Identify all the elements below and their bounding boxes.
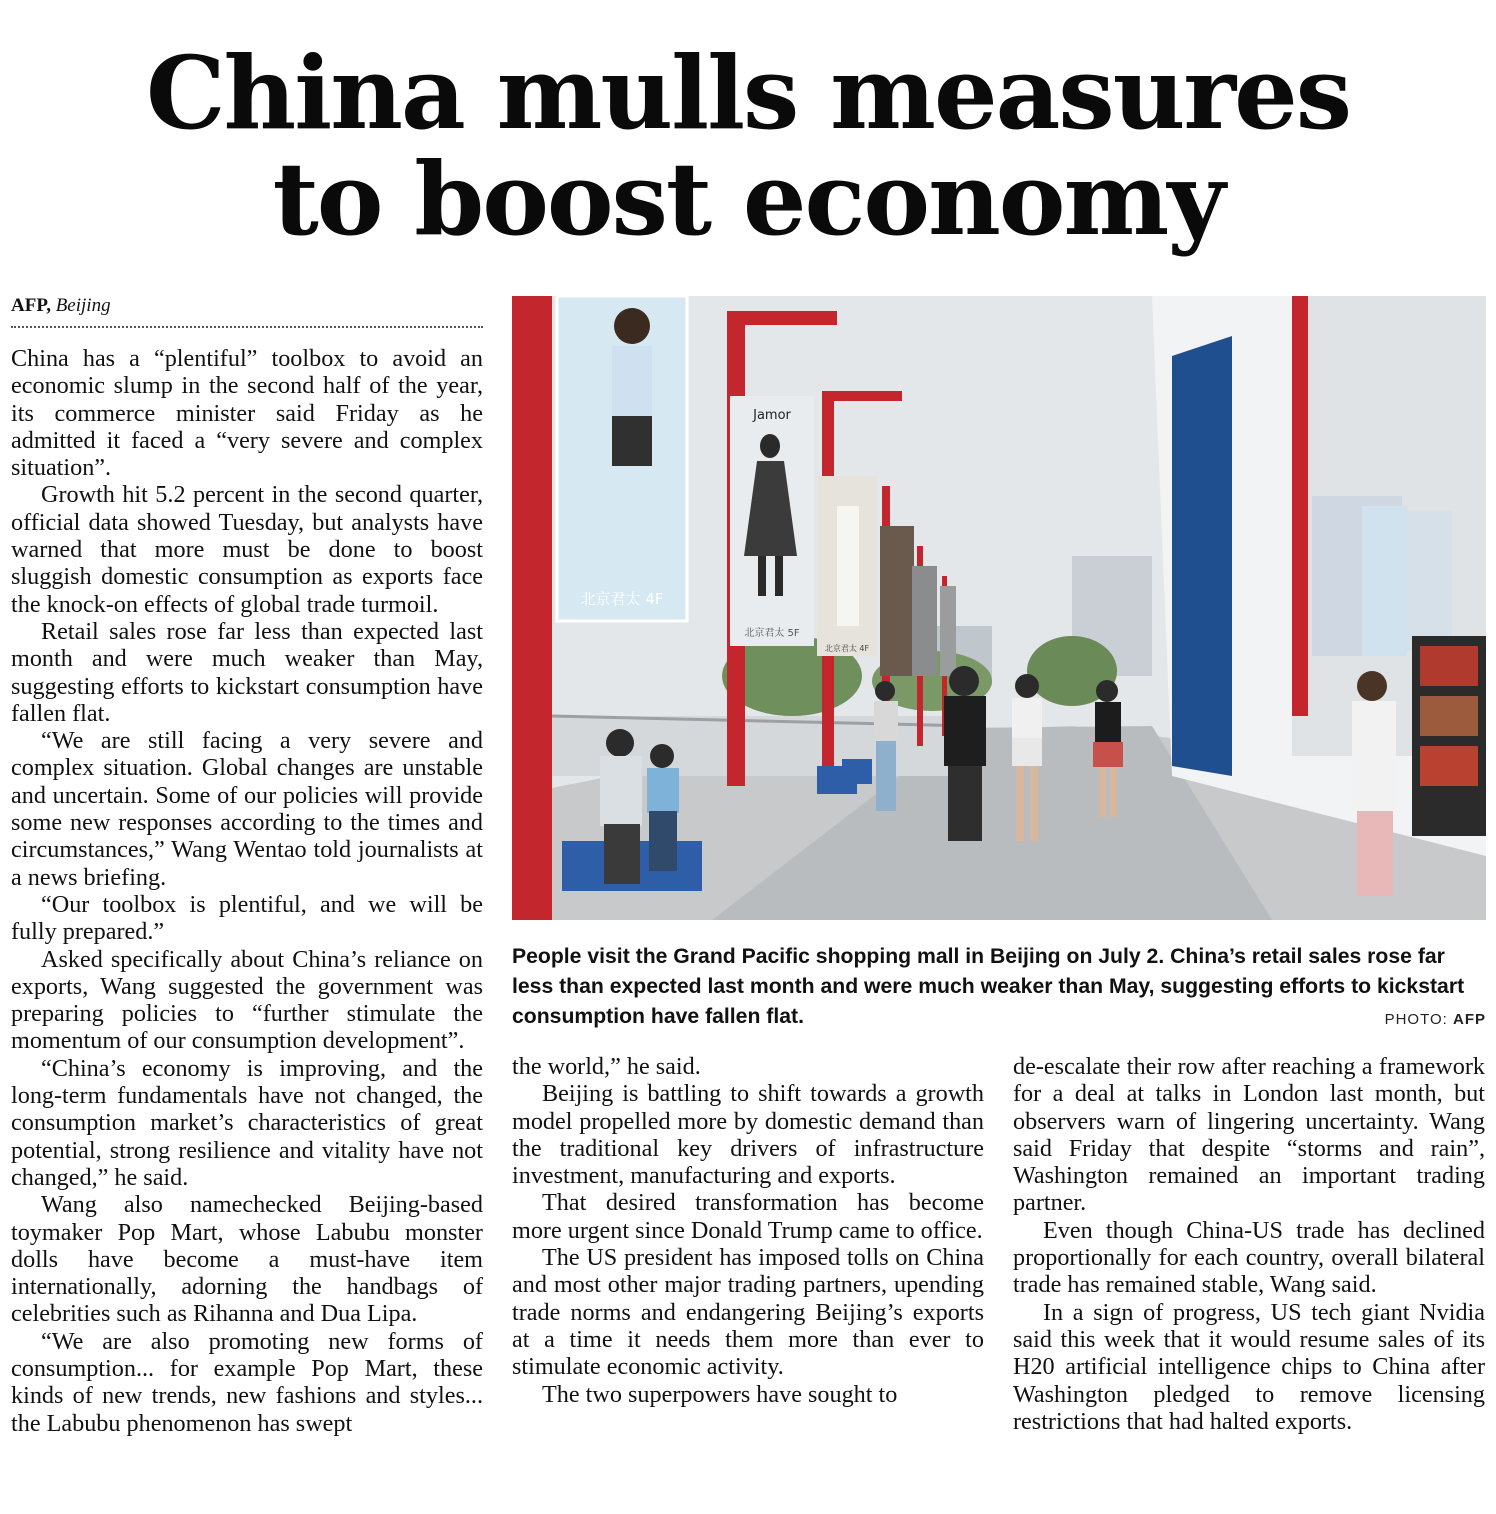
paragraph: “China’s economy is improving, and the long-term fundamentals have not changed, the consumption market’s characteristics of great potential, strong resilience and vitality have not changed,” he said. bbox=[11, 1054, 483, 1191]
byline-city: Beijing bbox=[55, 295, 111, 316]
headline-line-1: China mulls measures bbox=[145, 34, 1351, 152]
paragraph: “We are also promoting new forms of consumption... for example Pop Mart, these kinds of new trends, new fashions and styles... the Labubu phenomenon has swept bbox=[11, 1327, 483, 1437]
headline bbox=[0, 34, 1496, 258]
article-column-3 bbox=[1013, 1053, 1485, 1435]
news-photo bbox=[512, 296, 1486, 920]
headline-line-2: to boost economy bbox=[272, 140, 1224, 258]
paragraph: de-escalate their row after reaching a framework for a deal at talks in London last month, but observers warn of lingering uncertainty. Wang said Friday that despite “storms and rain”, Washington remained an important trading partner. bbox=[1013, 1053, 1485, 1217]
paragraph: the world,” he said. bbox=[512, 1053, 701, 1080]
mall-scene-illustration bbox=[512, 296, 1486, 920]
article-column-1 bbox=[11, 345, 483, 1437]
paragraph: In a sign of progress, US tech giant Nvidia said this week that it would resume sales of its H20 artificial intelligence chips to China after Washington pledged to remove licensing restrictions that had halted exports. bbox=[1013, 1298, 1485, 1435]
paragraph: “Our toolbox is plentiful, and we will be fully prepared.” bbox=[11, 890, 483, 946]
paragraph: Wang also namechecked Beijing-based toymaker Pop Mart, whose Labubu monster dolls have become a must-have item internationally, adorning the handbags of celebrities such as Rihanna and Dua Lipa. bbox=[11, 1191, 483, 1328]
paragraph: Retail sales rose far less than expected last month and were much weaker than May, suggesting efforts to kickstart consumption have fallen flat. bbox=[11, 617, 483, 727]
byline bbox=[11, 294, 483, 328]
article-column-2 bbox=[512, 1053, 984, 1408]
paragraph: China has a “plentiful” toolbox to avoid an economic slump in the second half of the year, its commerce minister said Friday as he admitted it faced a “very severe and complex situation”. bbox=[11, 345, 483, 482]
sign-brand: Jamor bbox=[753, 408, 791, 423]
paragraph: Asked specifically about China’s reliance on exports, Wang suggested the government was preparing policies to “further stimulate the momentum of our consumption development”. bbox=[11, 945, 483, 1055]
photo-credit-label: PHOTO: bbox=[1384, 1011, 1448, 1028]
byline-agency: AFP, bbox=[11, 295, 51, 316]
sign-floor-5: 北京君太 5F bbox=[744, 628, 800, 639]
photo-credit bbox=[1385, 1011, 1486, 1028]
paragraph: Even though China-US trade has declined proportionally for each country, overall bilateral trade has remained stable, Wang said. bbox=[1013, 1216, 1485, 1299]
sign-floor-4: 北京君太 4F bbox=[580, 590, 664, 608]
photo-caption: People visit the Grand Pacific shopping mall in Beijing on July 2. China’s retail sales rose far less than expected last month and were much weaker than May, suggesting efforts to kickstart consumption have fallen flat. bbox=[512, 945, 1465, 1028]
paragraph: “We are still facing a very severe and complex situation. Global changes are unstable and uncertain. Some of our policies will provide some new responses according to the times and circumstances,” Wang Wentao told journalists at a news briefing. bbox=[11, 727, 483, 891]
paragraph: The two superpowers have sought to bbox=[542, 1380, 898, 1408]
paragraph: The US president has imposed tolls on China and most other major trading partners, upending trade norms and endangering Beijing’s exports at a time it needs them more than ever to stimulate economic activity. bbox=[512, 1244, 984, 1381]
sign-floor-4b: 北京君太 4F bbox=[824, 644, 870, 653]
paragraph: That desired transformation has become more urgent since Donald Trump came to office. bbox=[512, 1189, 984, 1244]
paragraph: Beijing is battling to shift towards a growth model propelled more by domestic demand than the traditional key drivers of infrastructure investment, manufacturing and exports. bbox=[512, 1080, 984, 1190]
photo-credit-source: AFP bbox=[1453, 1011, 1486, 1028]
paragraph: Growth hit 5.2 percent in the second quarter, official data showed Tuesday, but analysts have warned that more must be done to boost sluggish domestic consumption as exports face the knock-on effects of global trade turmoil. bbox=[11, 481, 483, 618]
